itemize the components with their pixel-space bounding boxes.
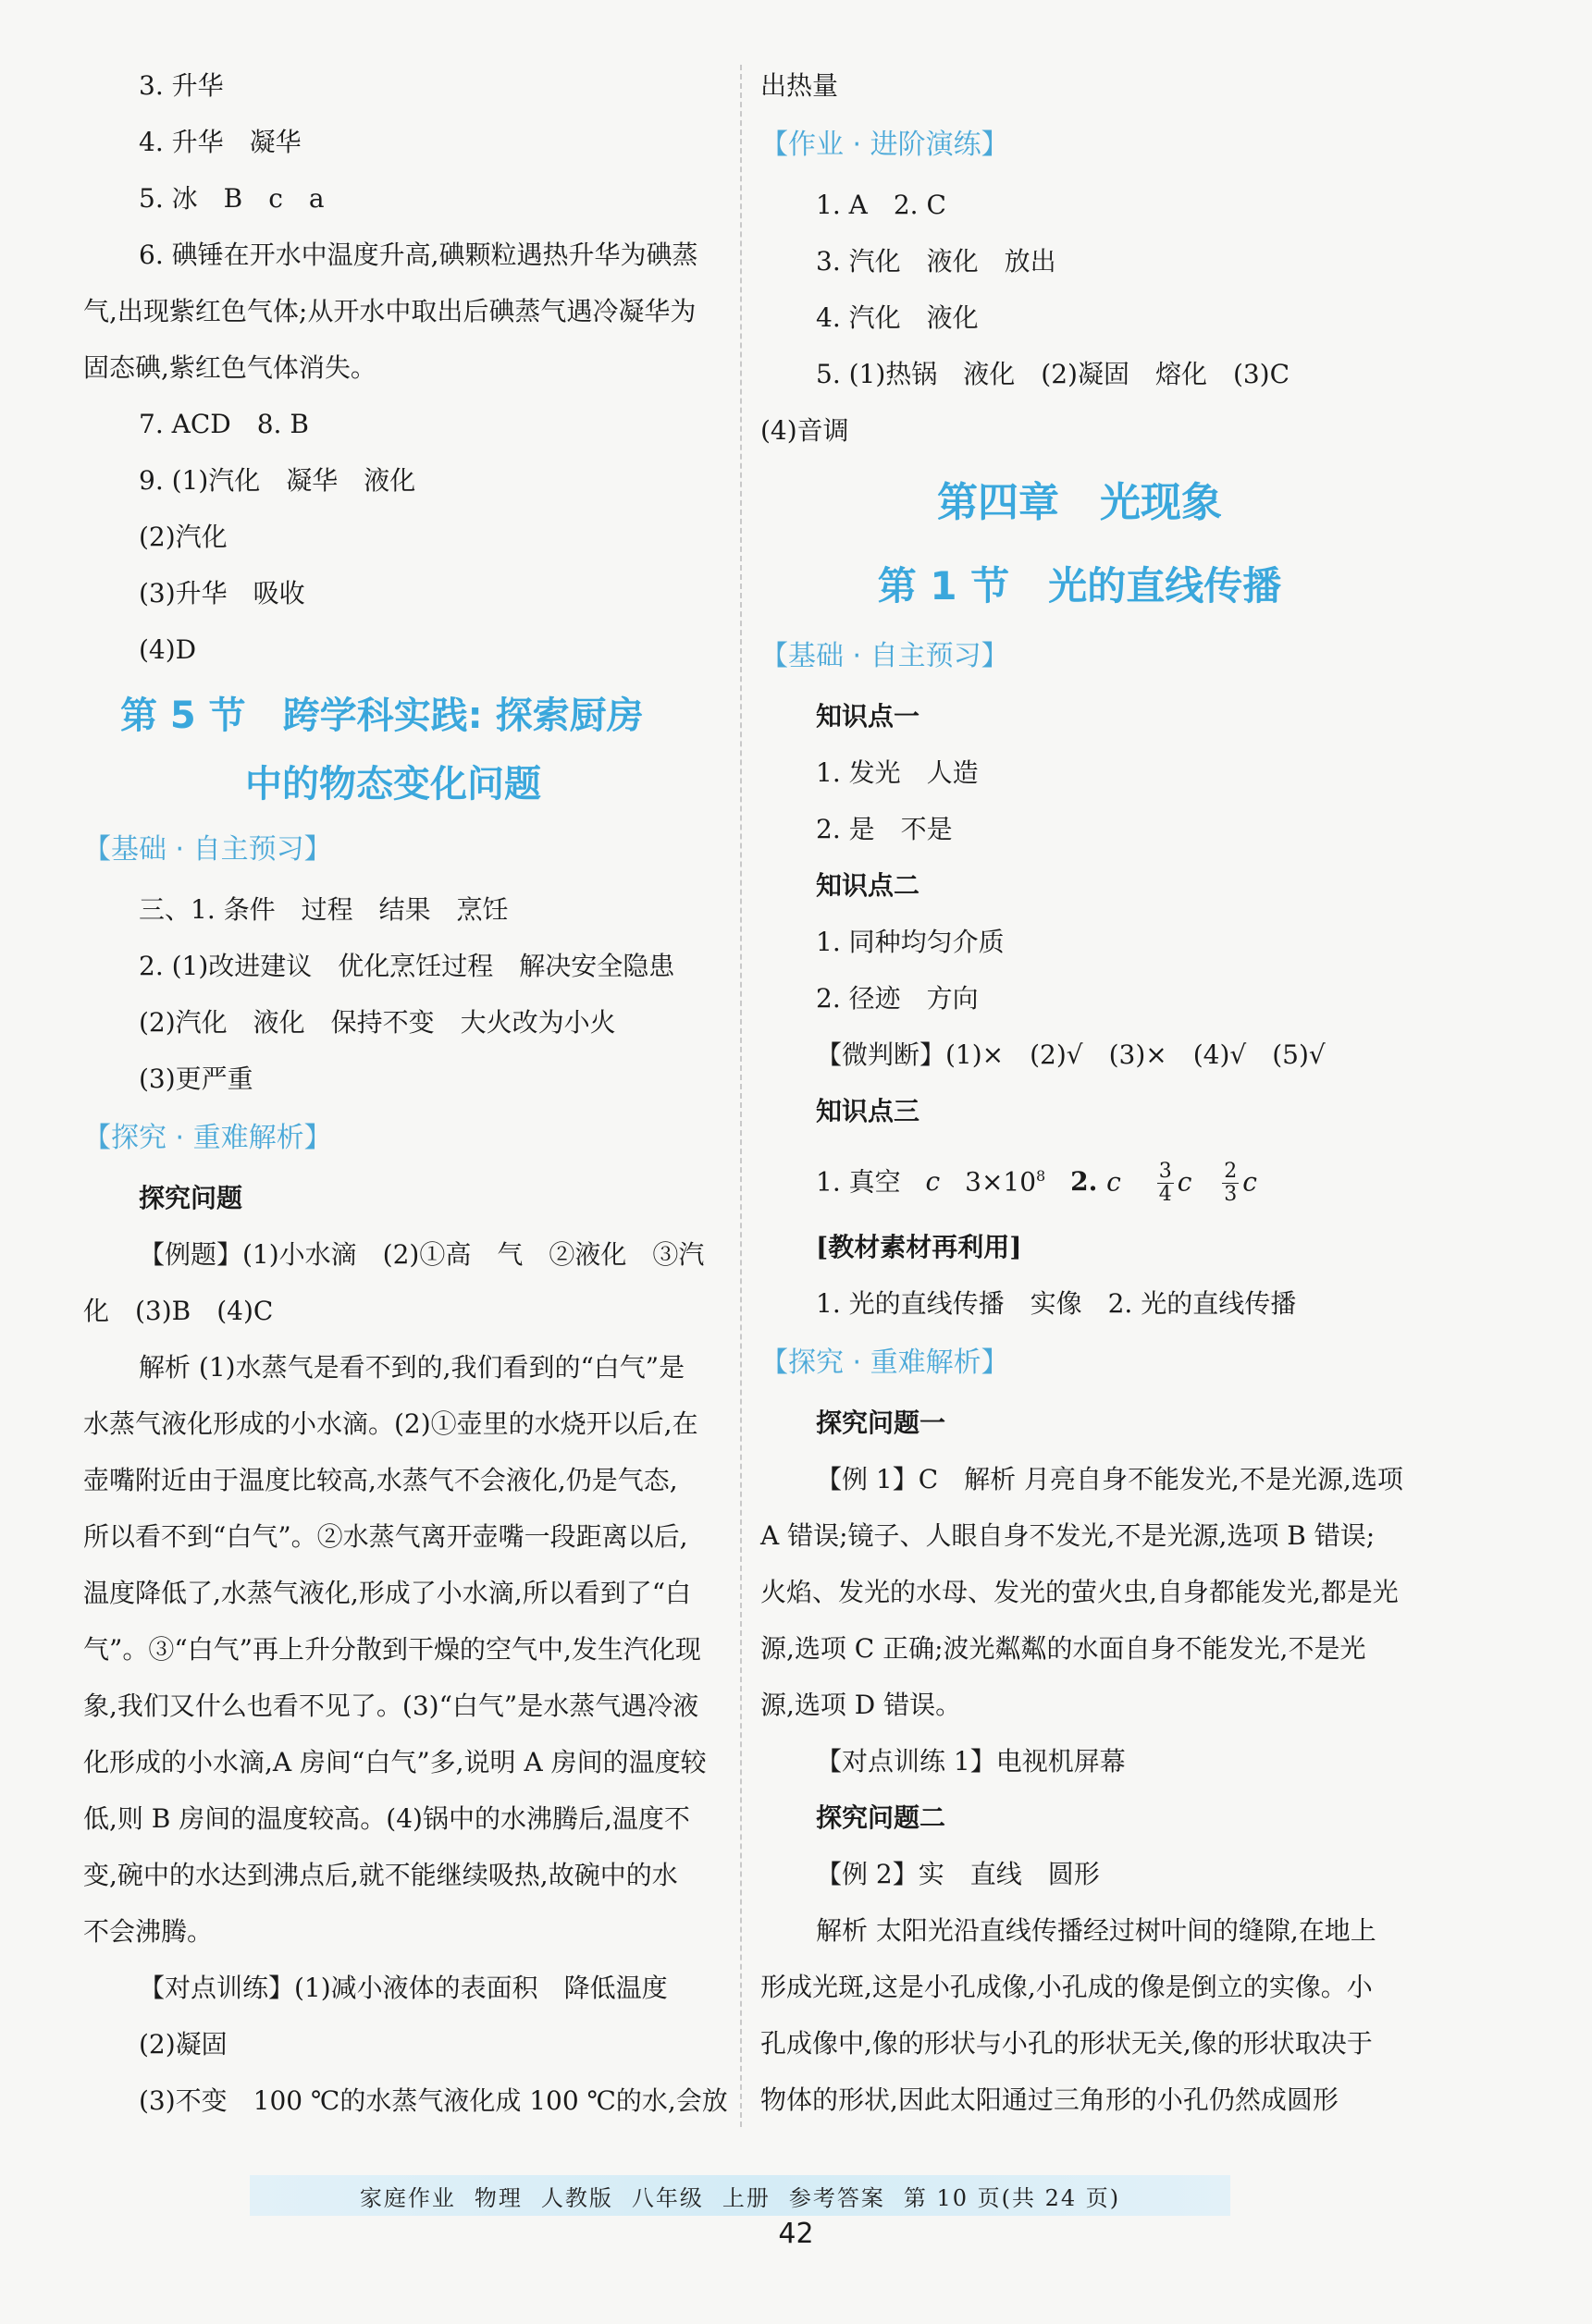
analysis-line: 物体的形状,因此太阳通过三角形的小孔仍然成圆形 [760, 2084, 1339, 2116]
footer-item: 物理 [474, 2184, 523, 2211]
reuse-heading: [教材素材再利用] [816, 1232, 1022, 1263]
example-line: 【例题】(1)小水滴 (2)①高 气 ②液化 ③汽 [139, 1239, 705, 1270]
answer-line: 2. 径迹 方向 [816, 983, 979, 1014]
answer-line: 1. 光的直线传播 实像 2. 光的直线传播 [816, 1288, 1297, 1320]
analysis-line: 所以看不到“白气”。②水蒸气离开壶嘴一段距离以后, [83, 1521, 688, 1552]
answer-line: 5. 冰 B c a [139, 183, 325, 214]
basic-preview-tag: 【基础 · 自主预习】 [760, 640, 1009, 672]
footer-item: 参考答案 [788, 2184, 885, 2211]
fraction-numerator: 2 [1224, 1160, 1238, 1184]
page-number: 42 [778, 2218, 814, 2250]
micro-judgement-line: 【微判断】(1)× (2)√ (3)× (4)√ (5)√ [816, 1039, 1326, 1070]
knowledge-point-heading: 知识点一 [816, 701, 920, 732]
analysis-line: 孔成像中,像的形状与小孔的形状无关,像的形状取决于 [760, 2028, 1373, 2060]
footer-band [250, 2175, 1230, 2216]
answer-line: (4)D [139, 634, 197, 665]
answer-line: (2)汽化 液化 保持不变 大火改为小火 [139, 1007, 616, 1038]
question-heading: 探究问题 [139, 1183, 243, 1213]
answer-line: 7. ACD 8. B [139, 409, 309, 439]
example-line: 源,选项 C 正确;波光粼粼的水面自身不能发光,不是光 [760, 1633, 1366, 1665]
light-speed-answer [760, 1139, 1399, 1219]
answer-text: 1. 真空 [816, 1166, 901, 1198]
example-line: 【例 2】实 直线 圆形 [816, 1859, 1100, 1890]
symbol-c: c [1106, 1166, 1121, 1198]
example-line: 源,选项 D 错误。 [760, 1690, 962, 1721]
answer-line: 固态碘,紫红色气体消失。 [83, 352, 376, 383]
training-line: 【对点训练】(1)减小液体的表面积 降低温度 [139, 1973, 668, 2003]
fraction-three-quarters [1157, 1161, 1174, 1206]
answer-line: (3)更严重 [139, 1064, 253, 1094]
answer-line: 2. 是 不是 [816, 814, 953, 844]
answer-line: 出热量 [760, 70, 839, 101]
section-title: 第 1 节 光的直线传播 [877, 563, 1282, 609]
analysis-line: 不会沸腾。 [83, 1916, 214, 1947]
analysis-line: 形成光斑,这是小孔成像,小孔成的像是倒立的实像。小 [760, 1972, 1373, 2003]
basic-preview-tag: 【基础 · 自主预习】 [83, 833, 332, 866]
analysis-line: 温度降低了,水蒸气液化,形成了小水滴,所以看到了“白 [83, 1578, 692, 1608]
answer-line: 1. 同种均匀介质 [816, 927, 1005, 957]
symbol-c: c [1242, 1166, 1257, 1198]
question-heading: 探究问题一 [816, 1408, 946, 1439]
answer-line: (3)升华 吸收 [139, 578, 305, 609]
analysis-line: 解析 (1)水蒸气是看不到的,我们看到的“白气”是 [139, 1352, 685, 1383]
answer-line: (2)汽化 [139, 522, 228, 552]
section-title-continued: 中的物态变化问题 [245, 763, 541, 805]
footer-item: 第 10 页(共 24 页) [903, 2184, 1121, 2211]
explore-tag: 【探究 · 重难解析】 [83, 1122, 332, 1154]
answer-line: 4. 汽化 液化 [816, 302, 979, 333]
answer-line: 5. (1)热锅 液化 (2)凝固 熔化 (3)C [816, 359, 1290, 389]
question-heading: 探究问题二 [816, 1802, 946, 1834]
fraction-numerator: 3 [1158, 1160, 1172, 1184]
example-line: 火焰、发光的水母、发光的萤火虫,自身都能发光,都是光 [760, 1577, 1399, 1608]
fraction-denominator: 3 [1224, 1183, 1238, 1207]
analysis-line: 解析 太阳光沿直线传播经过树叶间的缝隙,在地上 [816, 1915, 1376, 1947]
answer-line: 6. 碘锤在开水中温度升高,碘颗粒遇热升华为碘蒸 [139, 240, 698, 270]
footer-item: 人教版 [540, 2184, 613, 2211]
analysis-line: 变,碗中的水达到沸点后,就不能继续吸热,故碗中的水 [83, 1860, 678, 1890]
footer-item: 上册 [722, 2184, 771, 2211]
answer-line: 1. 发光 人造 [816, 757, 979, 788]
footer-item: 家庭作业 [359, 2184, 456, 2211]
analysis-line: 低,则 B 房间的温度较高。(4)锅中的水沸腾后,温度不 [83, 1803, 690, 1834]
left-column [83, 57, 731, 2129]
symbol-c: c [925, 1166, 941, 1198]
answer-text: 2. [1070, 1166, 1107, 1198]
answer-line: 1. A 2. C [816, 190, 946, 220]
analysis-line: 化形成的小水滴,A 房间“白气”多,说明 A 房间的温度较 [83, 1747, 707, 1777]
knowledge-point-heading: 知识点二 [816, 870, 920, 901]
example-line: 【例 1】C 解析 月亮自身不能发光,不是光源,选项 [816, 1464, 1403, 1495]
answer-line: 3. 升华 [139, 70, 224, 101]
answer-line: 4. 升华 凝华 [139, 127, 302, 157]
fraction-denominator: 4 [1158, 1183, 1172, 1207]
training-line: 【对点训练 1】电视机屏幕 [816, 1746, 1126, 1777]
answer-line: (4)音调 [760, 415, 849, 446]
training-line: (2)凝固 [139, 2029, 228, 2060]
symbol-c: c [1177, 1166, 1192, 1198]
column-divider [740, 65, 742, 2127]
speed-value: 3×10 [965, 1166, 1037, 1198]
right-column [760, 57, 1403, 2128]
fraction-two-thirds [1222, 1161, 1239, 1206]
analysis-line: 水蒸气液化形成的小水滴。(2)①壶里的水烧开以后,在 [83, 1408, 698, 1439]
training-line: (3)不变 100 ℃的水蒸气液化成 100 ℃的水,会放 [139, 2085, 728, 2116]
speed-exponent: 8 [1036, 1167, 1046, 1185]
example-line: 化 (3)B (4)C [83, 1296, 274, 1326]
analysis-line: 气”。③“白气”再上升分散到干燥的空气中,发生汽化现 [83, 1634, 701, 1665]
answer-line: 气,出现紫红色气体;从开水中取出后碘蒸气遇冷凝华为 [83, 296, 697, 326]
example-line: A 错误;镜子、人眼自身不发光,不是光源,选项 B 错误; [760, 1520, 1376, 1552]
homework-tag: 【作业 · 进阶演练】 [760, 129, 1009, 161]
knowledge-point-heading: 知识点三 [816, 1096, 920, 1126]
answer-line: 2. (1)改进建议 优化烹饪过程 解决安全隐患 [139, 951, 675, 981]
chapter-title: 第四章 光现象 [937, 479, 1222, 526]
answer-line: 9. (1)汽化 凝华 液化 [139, 465, 416, 496]
footer-item: 八年级 [631, 2184, 704, 2211]
analysis-line: 壶嘴附近由于温度比较高,水蒸气不会液化,仍是气态, [83, 1465, 678, 1495]
answer-line: 三、1. 条件 过程 结果 烹饪 [139, 894, 509, 925]
analysis-line: 象,我们又什么也看不见了。(3)“白气”是水蒸气遇冷液 [83, 1691, 699, 1721]
section-title: 第 5 节 跨学科实践: 探索厨房 [120, 695, 644, 737]
answer-line: 3. 汽化 液化 放出 [816, 246, 1056, 277]
explore-tag: 【探究 · 重难解析】 [760, 1346, 1009, 1380]
